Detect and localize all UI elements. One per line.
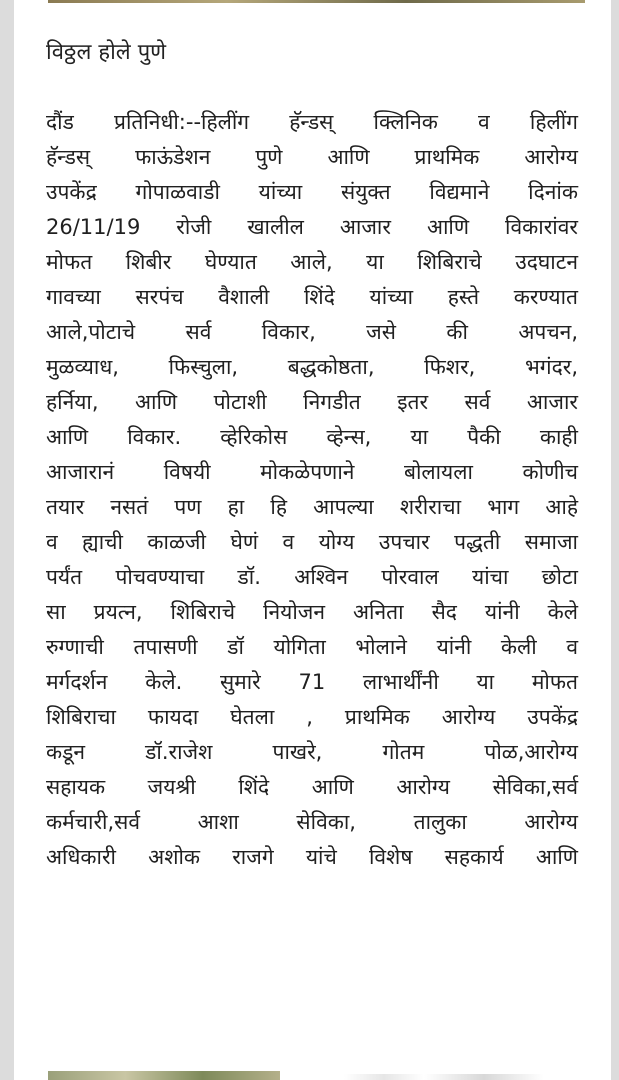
- body-line: शिबिराचा फायदा घेतला , प्राथमिक आरोग्य उपकेंद्र: [46, 705, 578, 729]
- body-line: मुळव्याध, फिस्चुला, बद्धकोष्ठता, फिशर, भगंदर,: [46, 355, 578, 379]
- body-line: दौंड प्रतिनिधी:--हिलींग हॅन्डस् क्लिनिक व हिलींग: [46, 110, 578, 134]
- body-line: रुग्णाची तपासणी डॉ योगिता भोलाने यांनी केली व: [46, 635, 578, 659]
- body-line: मर्गदर्शन केले. सुमारे 71 लाभार्थींनी या मोफत: [46, 670, 578, 694]
- body-line: गावच्या सरपंच वैशाली शिंदे यांच्या हस्ते करण्यात: [46, 285, 578, 309]
- bottom-image-fragment-2: [344, 1074, 544, 1080]
- body-line: उपकेंद्र गोपाळवाडी यांच्या संयुक्त विद्यमाने दिनांक: [46, 180, 578, 204]
- body-line: कडून डॉ.राजेश पाखरे, गोतम पोळ,आरोग्य: [46, 740, 578, 764]
- body-line: 26/11/19 रोजी खालील आजार आणि विकारांवर: [46, 215, 578, 239]
- body-line: हर्निया, आणि पोटाशी निगडीत इतर सर्व आजार: [46, 390, 578, 414]
- body-line: हॅन्डस् फाऊंडेशन पुणे आणि प्राथमिक आरोग्य: [46, 145, 578, 169]
- body-line: व ह्याची काळजी घेणं व योग्य उपचार पद्धती समाजा: [46, 530, 578, 554]
- body-line: सहायक जयश्री शिंदे आणि आरोग्य सेविका,सर्व: [46, 775, 578, 799]
- article-body: [46, 105, 578, 875]
- body-line: तयार नसतं पण हा हि आपल्या शरीराचा भाग आहे: [46, 495, 578, 519]
- article-page: [14, 0, 611, 1080]
- body-line: आणि विकार. व्हेरिकोस व्हेन्स, या पैकी काही: [46, 425, 578, 449]
- body-line: आजारानं विषयी मोकळेपणाने बोलायला कोणीच: [46, 460, 578, 484]
- top-image-fragment: [48, 0, 585, 3]
- body-line: सा प्रयत्न, शिबिराचे नियोजन अनिता सैद यांनी केले: [46, 600, 578, 624]
- body-line: मोफत शिबीर घेण्यात आले, या शिबिराचे उदघाटन: [46, 250, 578, 274]
- body-line: अधिकारी अशोक राजगे यांचे विशेष सहकार्य आणि: [46, 845, 578, 869]
- author-line: विठ्ठल होले पुणे: [46, 40, 167, 65]
- body-line: आले,पोटाचे सर्व विकार, जसे की अपचन,: [46, 320, 578, 344]
- body-line: कर्मचारी,सर्व आशा सेविका, तालुका आरोग्य: [46, 810, 578, 834]
- bottom-image-fragment: [48, 1071, 280, 1080]
- body-line: पर्यंत पोचवण्याचा डॉ. अश्विन पोरवाल यांचा छोटा: [46, 565, 578, 589]
